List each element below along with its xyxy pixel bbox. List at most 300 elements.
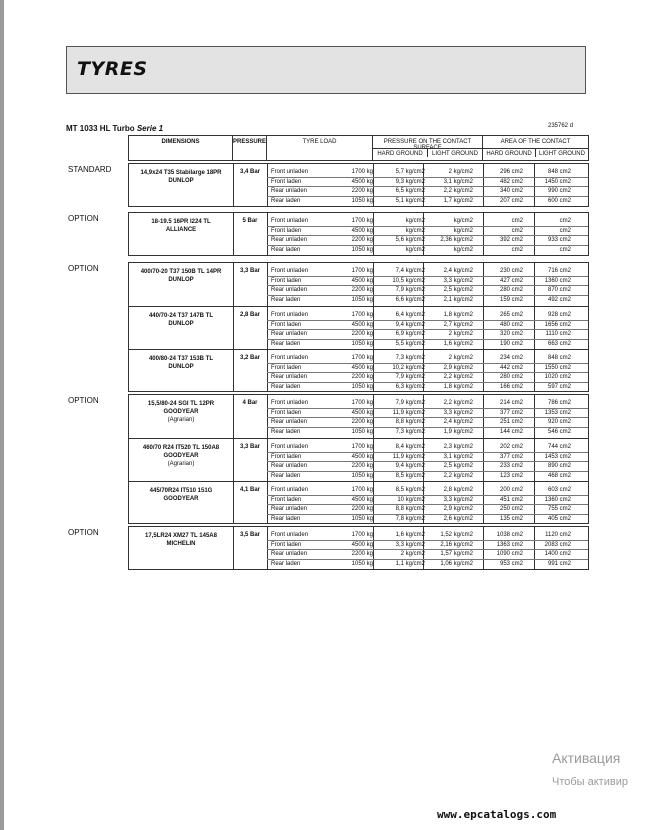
load-weight: 4500 kg (351, 496, 373, 503)
pressure-light-ground: kg/cm2 (453, 227, 473, 234)
load-line (267, 505, 588, 515)
area-light-ground: 1360 cm2 (544, 496, 571, 503)
load-weight: 2200 kg (351, 237, 373, 244)
area-light-ground: cm2 (559, 246, 571, 253)
load-line (267, 453, 588, 463)
pressure-hard-ground: 6,6 kg/cm2 (395, 296, 425, 303)
load-weight: 1050 kg (351, 197, 373, 204)
pressure-light-ground: 1,57 kg/cm2 (440, 551, 473, 558)
area-hard-ground: 451 cm2 (499, 496, 523, 503)
header-area-contact-label: AREA OF THE CONTACT (500, 139, 571, 145)
area-hard-ground: 200 cm2 (499, 487, 523, 493)
area-hard-ground: 296 cm2 (499, 169, 523, 175)
tyre-size: 445/70R24 IT510 151G (149, 488, 213, 494)
area-hard-ground: 214 cm2 (499, 400, 523, 406)
pressure-light-ground: 2,2 kg/cm2 (443, 472, 473, 479)
pressure-light-ground: 2,2 kg/cm2 (443, 400, 473, 406)
load-weight: 1050 kg (351, 428, 373, 435)
tyre-size: 17,5LR24 XM27 TL 145A8 (145, 533, 217, 539)
pressure-hard-ground: 6,3 kg/cm2 (395, 383, 425, 390)
load-weight: 4500 kg (351, 321, 373, 328)
drawing-code: 235762 d (548, 123, 574, 129)
pressure-hard-ground: 6,4 kg/cm2 (395, 312, 425, 318)
tyre-row (129, 438, 588, 481)
area-light-ground: 1020 cm2 (544, 374, 571, 381)
load-line (267, 168, 588, 178)
load-weight: 1700 kg (351, 218, 373, 224)
load-line (267, 472, 588, 482)
area-hard-ground: 1363 cm2 (496, 541, 523, 548)
area-hard-ground: 482 cm2 (499, 178, 523, 185)
load-weight: 1700 kg (351, 532, 373, 538)
tyre-group (128, 526, 589, 570)
area-hard-ground: 251 cm2 (499, 419, 523, 426)
area-light-ground: 546 cm2 (547, 428, 571, 435)
load-line (267, 187, 588, 197)
load-condition: Front unladen (271, 400, 309, 406)
tyre-dimensions (129, 350, 233, 371)
area-light-ground: 920 cm2 (547, 419, 571, 426)
pressure-hard-ground: 7,8 kg/cm2 (395, 515, 425, 522)
tyre-row (129, 527, 588, 570)
load-weight: 2200 kg (351, 331, 373, 338)
group-label: OPTION (68, 528, 99, 537)
load-condition: Front laden (271, 321, 302, 328)
tyre-dimensions (129, 439, 233, 468)
area-light-ground: 1550 cm2 (544, 364, 571, 371)
pressure-light-ground: 2 kg/cm2 (448, 169, 473, 175)
load-condition: Rear unladen (271, 374, 308, 381)
load-condition: Rear laden (271, 472, 301, 479)
column-divider (233, 213, 234, 256)
load-condition: Front unladen (271, 355, 309, 361)
load-weight: 2200 kg (351, 188, 373, 195)
tyre-dimensions (129, 307, 233, 328)
pressure-light-ground: 2,4 kg/cm2 (443, 419, 473, 426)
header-light-ground-area: LIGHT GROUND (535, 149, 588, 157)
tyre-pressure: 2,8 Bar (239, 312, 260, 318)
pressure-hard-ground: 5,5 kg/cm2 (395, 340, 425, 347)
tyre-size: 18-19.5 16PR I224 TL (151, 219, 211, 225)
area-hard-ground: 234 cm2 (499, 355, 523, 361)
pressure-hard-ground: 8,4 kg/cm2 (395, 444, 425, 450)
load-lines (267, 267, 588, 305)
load-condition: Rear laden (271, 340, 301, 347)
area-light-ground: 405 cm2 (547, 515, 571, 522)
load-lines (267, 168, 588, 206)
tyre-pressure: 3,3 Bar (239, 444, 260, 450)
pressure-light-ground: 2,2 kg/cm2 (443, 374, 473, 381)
load-condition: Front unladen (271, 532, 309, 538)
load-lines (267, 443, 588, 481)
area-hard-ground: 280 cm2 (499, 374, 523, 381)
load-line (267, 321, 588, 331)
tyre-row (129, 306, 588, 349)
pressure-hard-ground: 8,8 kg/cm2 (395, 506, 425, 513)
tyre-pressure: 4,1 Bar (239, 487, 260, 493)
load-condition: Rear laden (271, 197, 301, 204)
pressure-light-ground: 2,36 kg/cm2 (440, 237, 473, 244)
pressure-hard-ground: 11,9 kg/cm2 (392, 453, 425, 460)
pressure-light-ground: 2,5 kg/cm2 (443, 287, 473, 294)
area-light-ground: 1656 cm2 (544, 321, 571, 328)
load-weight: 1050 kg (351, 383, 373, 390)
area-light-ground: 1453 cm2 (544, 453, 571, 460)
load-weight: 4500 kg (351, 277, 373, 284)
area-light-ground: 716 cm2 (547, 268, 571, 274)
load-line (267, 277, 588, 287)
area-hard-ground: 340 cm2 (499, 188, 523, 195)
pressure-light-ground: 2,3 kg/cm2 (443, 444, 473, 450)
load-weight: 4500 kg (351, 178, 373, 185)
pressure-hard-ground: 8,5 kg/cm2 (395, 487, 425, 493)
area-hard-ground: 427 cm2 (499, 277, 523, 284)
load-line (267, 399, 588, 409)
tyre-pressure: 3,5 Bar (239, 532, 260, 538)
load-condition: Rear laden (271, 560, 301, 567)
load-condition: Front unladen (271, 218, 309, 224)
area-light-ground: 597 cm2 (547, 383, 571, 390)
load-condition: Front laden (271, 277, 302, 284)
area-light-ground: cm2 (559, 218, 571, 224)
load-weight: 4500 kg (351, 541, 373, 548)
load-condition: Rear laden (271, 515, 301, 522)
tyre-brand: GOODYEAR (163, 496, 199, 502)
pressure-light-ground: 2,6 kg/cm2 (443, 515, 473, 522)
area-hard-ground: 377 cm2 (499, 453, 523, 460)
load-condition: Front laden (271, 364, 302, 371)
load-condition: Rear unladen (271, 188, 308, 195)
pressure-hard-ground: 6,5 kg/cm2 (395, 188, 425, 195)
pressure-light-ground: 3,3 kg/cm2 (443, 409, 473, 416)
area-hard-ground: 265 cm2 (499, 312, 523, 318)
load-weight: 1700 kg (351, 444, 373, 450)
load-condition: Rear laden (271, 428, 301, 435)
load-line (267, 462, 588, 472)
load-line (267, 236, 588, 246)
tyre-pressure: 5 Bar (242, 218, 258, 224)
pressure-hard-ground: 7,9 kg/cm2 (395, 374, 425, 381)
pressure-light-ground: 1,9 kg/cm2 (443, 428, 473, 435)
group-label: STANDARD (68, 165, 112, 174)
load-condition: Rear unladen (271, 463, 308, 470)
load-line (267, 354, 588, 364)
area-hard-ground: 190 cm2 (499, 340, 523, 347)
area-light-ground: 933 cm2 (547, 237, 571, 244)
load-line (267, 541, 588, 551)
tyre-size: 14,9x24 T35 Stabilarge 18PR (140, 170, 222, 176)
pressure-light-ground: 1,06 kg/cm2 (440, 560, 473, 567)
tyre-group (128, 262, 589, 392)
load-condition: Front laden (271, 227, 302, 234)
load-line (267, 418, 588, 428)
area-hard-ground: 1038 cm2 (496, 532, 523, 538)
load-lines (267, 486, 588, 524)
area-hard-ground: cm2 (511, 227, 523, 234)
area-hard-ground: 280 cm2 (499, 287, 523, 294)
tyre-row (129, 395, 588, 438)
load-lines (267, 311, 588, 349)
area-hard-ground: 123 cm2 (499, 472, 523, 479)
pressure-light-ground: 2,9 kg/cm2 (443, 364, 473, 371)
tyre-note: (Agrarian) (167, 461, 195, 467)
tyre-dimensions (129, 213, 233, 234)
activation-watermark-text: Чтобы активир (552, 776, 628, 788)
load-line (267, 296, 588, 306)
column-divider (233, 164, 234, 207)
area-hard-ground: 953 cm2 (499, 560, 523, 567)
tyre-dimensions (129, 164, 233, 185)
activation-watermark-title: Активация (552, 750, 621, 766)
pressure-light-ground: 2,5 kg/cm2 (443, 463, 473, 470)
pressure-light-ground: 1,52 kg/cm2 (440, 532, 473, 538)
load-weight: 1700 kg (351, 487, 373, 493)
load-lines (267, 531, 588, 569)
tyre-group (128, 163, 589, 207)
tyre-note: (Agrarian) (167, 417, 195, 423)
load-weight: 4500 kg (351, 364, 373, 371)
load-line (267, 383, 588, 393)
column-divider (233, 527, 234, 570)
column-divider (233, 439, 234, 481)
area-hard-ground: cm2 (511, 246, 523, 253)
load-condition: Rear laden (271, 383, 301, 390)
tyre-group (128, 394, 589, 524)
tyre-dimensions (129, 263, 233, 284)
load-condition: Rear unladen (271, 506, 308, 513)
load-weight: 1700 kg (351, 169, 373, 175)
tyre-size: 400/80-24 T37 153B TL (148, 356, 214, 362)
pressure-hard-ground: 5,7 kg/cm2 (395, 169, 425, 175)
load-weight: 2200 kg (351, 419, 373, 426)
header-area-sub (483, 148, 588, 157)
load-weight: 4500 kg (351, 453, 373, 460)
load-weight: 1050 kg (351, 296, 373, 303)
area-hard-ground: 202 cm2 (499, 444, 523, 450)
load-line (267, 409, 588, 419)
tyre-row (129, 164, 588, 207)
load-condition: Front laden (271, 409, 302, 416)
page-edge (0, 0, 4, 830)
model-name: MT 1033 HL Turbo (66, 124, 135, 133)
load-condition: Front laden (271, 453, 302, 460)
column-divider (233, 263, 234, 306)
pressure-hard-ground: 9,4 kg/cm2 (395, 321, 425, 328)
pressure-light-ground: 2 kg/cm2 (448, 331, 473, 338)
area-light-ground: 870 cm2 (547, 287, 571, 294)
pressure-hard-ground: kg/cm2 (405, 246, 425, 253)
pressure-light-ground: kg/cm2 (453, 218, 473, 224)
area-hard-ground: cm2 (511, 218, 523, 224)
load-weight: 2200 kg (351, 463, 373, 470)
area-hard-ground: 320 cm2 (499, 331, 523, 338)
tyre-brand: DUNLOP (168, 364, 194, 370)
load-weight: 1700 kg (351, 400, 373, 406)
pressure-light-ground: 2 kg/cm2 (448, 355, 473, 361)
tyre-row (129, 349, 588, 392)
load-condition: Front unladen (271, 444, 309, 450)
area-light-ground: 1353 cm2 (544, 409, 571, 416)
load-line (267, 330, 588, 340)
column-divider (233, 482, 234, 524)
load-line (267, 197, 588, 207)
area-light-ground: 744 cm2 (547, 444, 571, 450)
load-lines (267, 399, 588, 437)
load-condition: Rear unladen (271, 419, 308, 426)
pressure-light-ground: 2,7 kg/cm2 (443, 321, 473, 328)
area-hard-ground: 135 cm2 (499, 515, 523, 522)
tyre-size: 440/70-24 T37 147B TL (148, 313, 214, 319)
area-light-ground: 600 cm2 (547, 197, 571, 204)
tyre-size: 400/70-20 T37 150B TL 14PR (140, 269, 222, 275)
pressure-hard-ground: 3,3 kg/cm2 (395, 541, 425, 548)
column-divider (233, 307, 234, 349)
pressure-hard-ground: 1,1 kg/cm2 (395, 560, 425, 567)
header-light-ground: LIGHT GROUND (427, 149, 482, 157)
pressure-hard-ground: 8,5 kg/cm2 (395, 472, 425, 479)
load-condition: Front laden (271, 541, 302, 548)
area-hard-ground: 250 cm2 (499, 506, 523, 513)
load-condition: Rear unladen (271, 331, 308, 338)
pressure-light-ground: 1,7 kg/cm2 (443, 197, 473, 204)
load-condition: Rear unladen (271, 551, 308, 558)
area-hard-ground: 144 cm2 (499, 428, 523, 435)
load-line (267, 373, 588, 383)
model-series: Serie 1 (136, 124, 164, 133)
load-condition: Front laden (271, 496, 302, 503)
load-weight: 1050 kg (351, 246, 373, 253)
pressure-light-ground: 3,1 kg/cm2 (443, 453, 473, 460)
pressure-hard-ground: 6,9 kg/cm2 (395, 331, 425, 338)
pressure-light-ground: kg/cm2 (453, 246, 473, 253)
pressure-hard-ground: 7,4 kg/cm2 (395, 268, 425, 274)
tyre-row (129, 481, 588, 524)
area-light-ground: 1450 cm2 (544, 178, 571, 185)
group-label: OPTION (68, 264, 99, 273)
pressure-light-ground: 2,2 kg/cm2 (443, 188, 473, 195)
pressure-hard-ground: 5,1 kg/cm2 (395, 197, 425, 204)
load-line (267, 531, 588, 541)
load-condition: Front unladen (271, 487, 309, 493)
pressure-light-ground: 3,3 kg/cm2 (443, 277, 473, 284)
load-condition: Front unladen (271, 312, 309, 318)
column-divider (233, 350, 234, 392)
area-light-ground: 603 cm2 (547, 487, 571, 493)
load-condition: Front unladen (271, 268, 309, 274)
pressure-light-ground: 3,3 kg/cm2 (443, 496, 473, 503)
area-hard-ground: 166 cm2 (499, 383, 523, 390)
area-hard-ground: 159 cm2 (499, 296, 523, 303)
header-dimensions: DIMENSIONS (129, 136, 233, 160)
load-weight: 4500 kg (351, 227, 373, 234)
area-light-ground: 468 cm2 (547, 472, 571, 479)
load-condition: Rear unladen (271, 237, 308, 244)
pressure-hard-ground: 10,2 kg/cm2 (392, 364, 425, 371)
title-box (66, 46, 586, 94)
area-hard-ground: 233 cm2 (499, 463, 523, 470)
tyre-size: 15,5/80-24 SGI TL 12PR (147, 401, 215, 407)
load-line (267, 486, 588, 496)
tyre-dimensions (129, 527, 233, 548)
header-pressure-sub (373, 148, 482, 157)
area-hard-ground: 230 cm2 (499, 268, 523, 274)
load-weight: 2200 kg (351, 551, 373, 558)
pressure-hard-ground: 5,6 kg/cm2 (395, 237, 425, 244)
area-hard-ground: 1090 cm2 (496, 551, 523, 558)
area-hard-ground: 480 cm2 (499, 321, 523, 328)
load-condition: Rear laden (271, 296, 301, 303)
table-header (128, 135, 589, 161)
header-pressure-contact (373, 136, 483, 160)
tyre-row (129, 263, 588, 306)
pressure-hard-ground: kg/cm2 (405, 227, 425, 234)
pressure-light-ground: 2,8 kg/cm2 (443, 487, 473, 493)
pressure-hard-ground: 10 kg/cm2 (397, 496, 425, 503)
load-line (267, 560, 588, 570)
tyre-pressure: 4 Bar (242, 400, 258, 406)
load-weight: 1700 kg (351, 355, 373, 361)
area-light-ground: 848 cm2 (547, 355, 571, 361)
area-light-ground: cm2 (559, 227, 571, 234)
load-lines (267, 217, 588, 255)
header-pressure-contact-label: PRESSURE ON THE CONTACT SURFACE (383, 139, 472, 151)
area-light-ground: 928 cm2 (547, 312, 571, 318)
pressure-hard-ground: 10,5 kg/cm2 (392, 277, 425, 284)
pressure-hard-ground: 7,9 kg/cm2 (395, 287, 425, 294)
load-weight: 1050 kg (351, 340, 373, 347)
load-weight: 1700 kg (351, 312, 373, 318)
load-line (267, 550, 588, 560)
load-lines (267, 354, 588, 392)
load-weight: 4500 kg (351, 409, 373, 416)
tyre-brand: GOODYEAR (163, 453, 199, 459)
area-light-ground: 1110 cm2 (545, 331, 571, 338)
load-line (267, 217, 588, 227)
area-light-ground: 1360 cm2 (544, 277, 571, 284)
header-tyre-load: TYRE LOAD (267, 136, 373, 160)
load-line (267, 267, 588, 277)
header-hard-ground-area: HARD GROUND (486, 151, 532, 157)
column-divider (233, 395, 234, 438)
load-line (267, 496, 588, 506)
pressure-hard-ground: 1,6 kg/cm2 (395, 532, 425, 538)
tyre-brand: ALLIANCE (165, 227, 197, 233)
tyre-size: 460/70 R24 IT520 TL 150A8 (142, 445, 220, 451)
pressure-hard-ground: 7,9 kg/cm2 (395, 400, 425, 406)
pressure-hard-ground: kg/cm2 (405, 218, 425, 224)
pressure-hard-ground: 7,3 kg/cm2 (395, 355, 425, 361)
load-weight: 1050 kg (351, 560, 373, 567)
load-line (267, 227, 588, 237)
model-heading (66, 124, 163, 133)
pressure-light-ground: 3,1 kg/cm2 (443, 178, 473, 185)
load-line (267, 364, 588, 374)
area-light-ground: 848 cm2 (547, 169, 571, 175)
area-light-ground: 890 cm2 (547, 463, 571, 470)
website-url: www.epcatalogs.com (437, 808, 557, 821)
load-line (267, 340, 588, 350)
load-condition: Rear unladen (271, 287, 308, 294)
header-area-contact (483, 136, 588, 160)
tyre-brand: GOODYEAR (163, 409, 199, 415)
tyre-brand: DUNLOP (168, 277, 194, 283)
pressure-light-ground: 2,9 kg/cm2 (443, 506, 473, 513)
load-line (267, 286, 588, 296)
load-weight: 1050 kg (351, 515, 373, 522)
group-label: OPTION (68, 214, 99, 223)
load-line (267, 428, 588, 438)
page-title: TYRES (77, 58, 148, 80)
